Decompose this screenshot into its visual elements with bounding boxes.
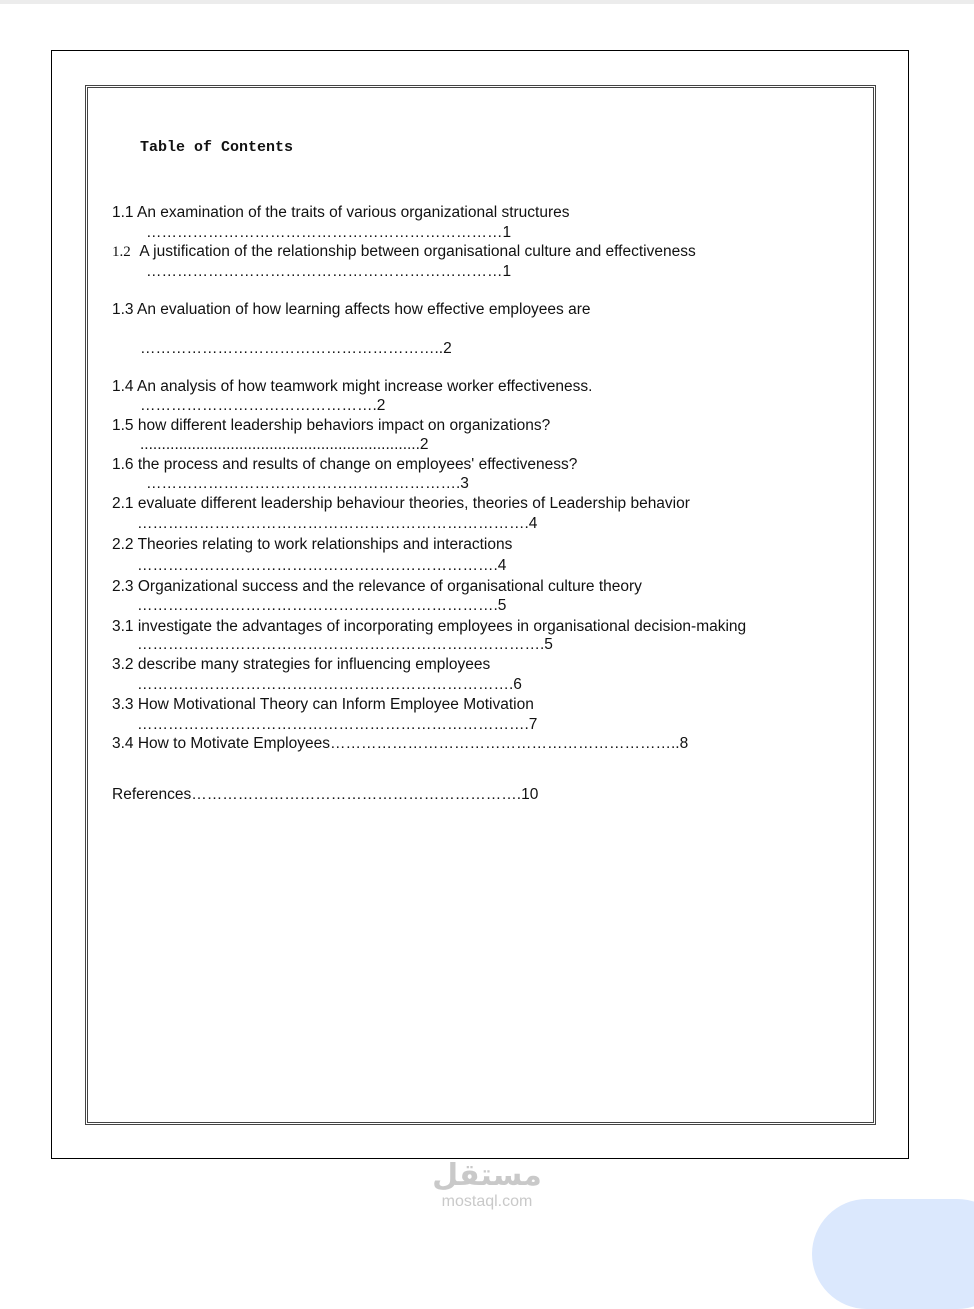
- toc-leader-2-1: ………………………………………………………………….4: [137, 515, 538, 532]
- floating-action-bubble[interactable]: [812, 1199, 974, 1309]
- toc-entry-3-2: 3.2 describe many strategies for influencing employees: [112, 656, 491, 673]
- toc-leader-1-2: ……………………………………………………………1: [146, 263, 512, 280]
- toc-entry-number: 1.2: [112, 244, 131, 260]
- toc-entry-1-4: 1.4 An analysis of how teamwork might increase worker effectiveness.: [112, 378, 593, 395]
- toc-leader-3-3: ………………………………………………………………….7: [137, 716, 538, 733]
- toc-leader-1-4: ……………………………………….2: [140, 397, 386, 414]
- toc-entry-2-1: 2.1 evaluate different leadership behaviour theories, theories of Leadership behavior: [112, 495, 690, 512]
- toc-leader-3-1: …………………………………………………………………….5: [137, 636, 553, 653]
- toc-entry-3-1: 3.1 investigate the advantages of incorporating employees in organisational decision-making: [112, 618, 747, 635]
- toc-title: Table of Contents: [140, 139, 294, 156]
- toc-entry-2-3: 2.3 Organizational success and the relevance of organisational culture theory: [112, 578, 642, 595]
- toc-entry-text: A justification of the relationship between organisational culture and effectiveness: [139, 243, 696, 260]
- toc-entry-3-4: 3.4 How to Motivate Employees…………………………………………………………..8: [112, 735, 689, 752]
- toc-entry-references: References……………………………………………………….10: [112, 786, 539, 803]
- watermark-logo-arabic: مستقل: [432, 1158, 542, 1193]
- toc-entry-1-2: [112, 243, 696, 261]
- toc-leader-1-3: …………………………………………………..2: [140, 340, 452, 357]
- toc-entry-3-3: 3.3 How Motivational Theory can Inform Employee Motivation: [112, 696, 534, 713]
- toc-entry-1-3: 1.3 An evaluation of how learning affects how effective employees are: [112, 301, 591, 318]
- toc-leader-1-1: ……………………………………………………………1: [146, 224, 512, 241]
- toc-leader-1-6: …………………………………………………….3: [146, 475, 469, 492]
- toc-entry-1-5: 1.5 how different leadership behaviors impact on organizations?: [112, 417, 551, 434]
- toc-leader-2-2: …………………………………………………………….4: [137, 557, 507, 574]
- toc-leader-1-5: .................................................................2: [140, 436, 429, 453]
- watermark: [0, 1158, 974, 1210]
- toc-leader-3-2: ……………………………………………………………….6: [137, 676, 522, 693]
- toc-entry-1-6: 1.6 the process and results of change on employees' effectiveness?: [112, 456, 578, 473]
- toc-entry-1-1: 1.1 An examination of the traits of various organizational structures: [112, 204, 570, 221]
- top-divider: [0, 0, 974, 4]
- toc-entry-2-2: 2.2 Theories relating to work relationships and interactions: [112, 536, 513, 553]
- watermark-logo-latin: mostaql.com: [441, 1193, 533, 1210]
- toc-leader-2-3: …………………………………………………………….5: [137, 597, 507, 614]
